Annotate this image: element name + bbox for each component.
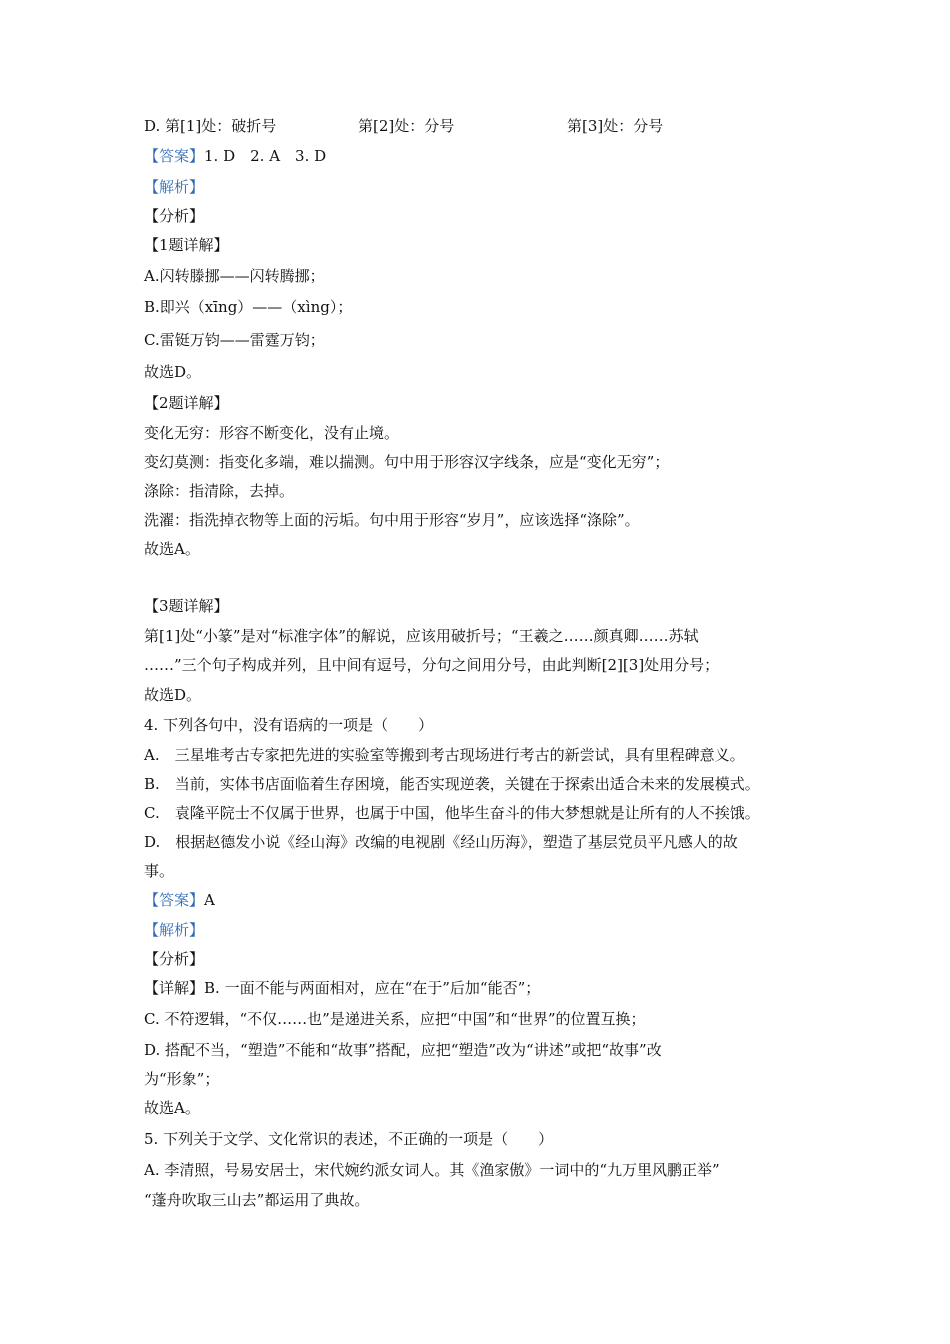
q2-detail-head: 【2题详解】 [144,394,229,412]
q2-line-3: 涤除：指清除，去掉。 [144,482,295,500]
q5-option-a-line1: A. 李清照，号易安居士，宋代婉约派女词人。其《渔家傲》一词中的“九万里风鹏正举” [144,1161,720,1179]
q4-option-a: A. 三星堆考古专家把先进的实验室等搬到考古现场进行考古的新尝试，具有里程碑意义。 [144,746,745,764]
q2-line-2: 变幻莫测：指变化多端，难以揣测。句中用于形容汉字线条，应是“变化无穷”； [144,453,670,471]
d-option-prefix: D. 第[1]处：破折号 [144,117,277,135]
q3-line-2: ……”三个句子构成并列，且中间有逗号，分句之间用分号，由此判断[2][3]处用分号； [144,656,720,674]
q3-conclusion: 故选D。 [144,686,202,704]
q1-detail-head: 【1题详解】 [144,236,229,254]
q2-line-1: 变化无穷：形容不断变化，没有止境。 [144,424,400,442]
d-option-col3: 第[3]处：分号 [567,117,664,135]
q4-option-d-line2: 事。 [144,862,175,880]
answer-line-1 [144,146,326,166]
q5-option-a-line2: “蓬舟吹取三山去”都运用了典故。 [144,1191,370,1209]
q4-conclusion: 故选A。 [144,1099,200,1117]
q4-stem: 4. 下列各句中，没有语病的一项是（ ） [144,716,434,734]
d-option-col2: 第[2]处：分号 [358,117,455,135]
q3-line-1: 第[1]处“小篆”是对“标准字体”的解说，应该用破折号；“王羲之……颜真卿……苏轼 [144,627,699,645]
q1-conclusion: 故选D。 [144,363,202,381]
q4-analysis-tag: 【解析】 [144,921,205,939]
fenxi-tag: 【分析】 [144,207,205,225]
q4-option-c: C. 袁隆平院士不仅属于世界，也属于中国，他毕生奋斗的伟大梦想就是让所有的人不挨饿。 [144,804,760,822]
answer-text: 1. D 2. A 3. D [204,147,327,165]
analysis-tag: 【解析】 [144,178,205,196]
q4-detail-b-line [144,978,540,998]
q4-detail-c: C. 不符逻辑，“不仅……也”是递进关系，应把“中国”和“世界”的位置互换； [144,1010,646,1028]
q4-detail-d-line1: D. 搭配不当，“塑造”不能和“故事”搭配，应把“塑造”改为“讲述”或把“故事”改 [144,1041,662,1059]
q4-detail-b: B. 一面不能与两面相对，应在“在于”后加“能否”； [204,979,541,997]
q4-fenxi-tag: 【分析】 [144,950,205,968]
q4-option-d-line1: D. 根据赵德发小说《经山海》改编的电视剧《经山历海》，塑造了基层党员平凡感人的故 [144,833,738,851]
q5-stem: 5. 下列关于文学、文化常识的表述，不正确的一项是（ ） [144,1130,554,1148]
answer-tag: 【答案】 [144,147,205,165]
q2-conclusion: 故选A。 [144,540,200,558]
q4-answer-tag: 【答案】 [144,891,205,909]
q4-answer-line [144,890,215,910]
q2-line-4: 洗濯：指洗掉衣物等上面的污垢。句中用于形容“岁月”，应该选择“涤除”。 [144,511,640,529]
q4-detail-tag: 【详解】 [144,979,205,997]
q3-detail-head: 【3题详解】 [144,597,229,615]
q4-answer-text: A [204,891,215,909]
q-d-option-line [144,116,664,136]
q1-line-a: A.闪转滕挪——闪转腾挪； [144,267,325,285]
q4-option-b: B. 当前，实体书店面临着生存困境，能否实现逆袭，关键在于探索出适合未来的发展模式。 [144,775,760,793]
q1-line-b: B.即兴（xīng）——（xìng）； [144,298,353,316]
q1-line-c: C.雷铤万钧——雷霆万钧； [144,331,325,349]
q4-detail-d-line2: 为“形象”； [144,1070,220,1088]
